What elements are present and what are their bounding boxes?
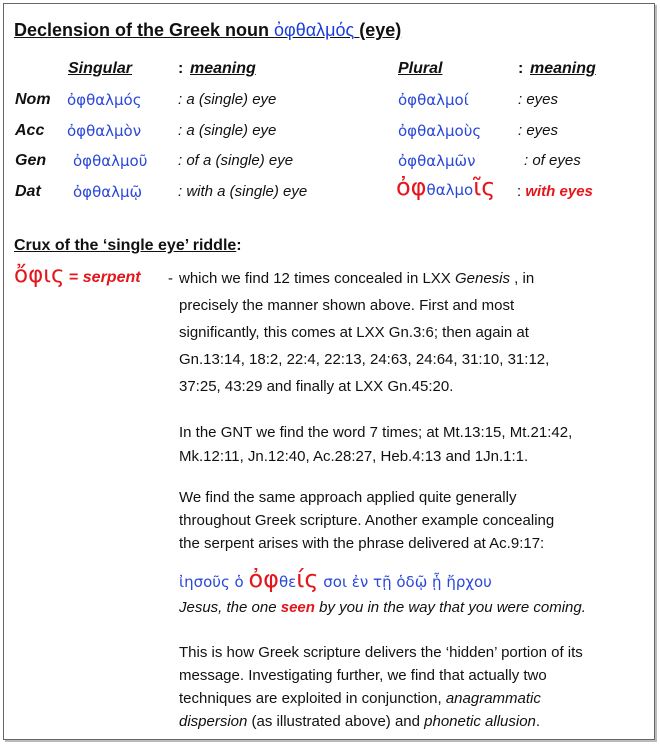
verse-highlight-1: ὀφ <box>248 565 279 593</box>
acc-plural: ὀφθαλμοὺς <box>398 122 482 140</box>
header-singular: Singular <box>68 60 133 77</box>
paragraph-3 <box>179 486 554 555</box>
verse-part-e: σοι ἐν τῇ ὁδῷ ᾗ ἤρχου <box>318 573 492 591</box>
paragraph-4 <box>179 641 583 733</box>
dat-plural-middle: θαλμο <box>426 181 474 199</box>
paragraph-1 <box>179 265 549 400</box>
acc-plural-meaning: : eyes <box>518 122 559 139</box>
title-greek-word: ὀφθαλμός <box>274 20 355 40</box>
p4-line-1: This is how Greek scripture delivers the ‘hidden’ portion of its <box>179 644 583 661</box>
ophis-meaning: serpent <box>82 269 141 286</box>
crux-heading <box>14 237 242 255</box>
p2-line-1: In the GNT we find the word 7 times; at Mt.13:15, Mt.21:42, <box>179 424 573 441</box>
crux-heading-text: Crux of the ‘single eye’ riddle <box>14 237 237 254</box>
case-dat: Dat <box>15 183 41 200</box>
p1-line-3: significantly, this comes at LXX Gn.3:6; then again at <box>179 324 529 341</box>
page-title <box>14 20 401 41</box>
verse-part-c: θε <box>278 573 297 591</box>
case-nom: Nom <box>15 91 51 108</box>
gen-plural: ὀφθαλμῶν <box>398 152 476 170</box>
p2-line-2: Mk.12:11, Jn.12:40, Ac.28:27, Heb.4:13 and 1Jn.1:1. <box>179 448 529 465</box>
verse-highlight-2: ίς <box>296 565 319 593</box>
gen-singular-meaning: : of a (single) eye <box>178 152 294 169</box>
dat-singular-meaning: : with a (single) eye <box>178 183 308 200</box>
p1-line-5: 37:25, 43:29 and finally at LXX Gn.45:20. <box>179 378 454 395</box>
p4-anagrammatic: anagrammatic <box>445 690 541 707</box>
gen-plural-meaning: : of eyes <box>524 152 581 169</box>
verse-greek <box>179 565 492 593</box>
title-prefix: Declension of the Greek noun <box>14 20 275 40</box>
dat-plural <box>396 173 495 201</box>
p1-line-1a: which we find 12 times concealed in LXX <box>179 270 455 287</box>
dat-plural-highlight-2: ῖς <box>473 173 496 201</box>
dat-plural-meaning <box>517 183 593 200</box>
verse-translation <box>179 599 586 616</box>
header-colon-2: : <box>518 60 524 77</box>
case-gen: Gen <box>15 152 47 169</box>
p4-line-2: message. Investigating further, we find that actually two <box>179 667 547 684</box>
ophis-equals: = <box>64 269 83 286</box>
p4-line-4 <box>179 710 583 733</box>
p1-genesis: Genesis <box>454 270 511 287</box>
ophis-definition <box>14 262 141 288</box>
dat-singular: ὀφθαλμῷ <box>73 183 143 201</box>
header-plural: Plural <box>398 60 443 77</box>
translation-part-c: by you in the way that you were coming. <box>314 599 586 616</box>
translation-part-a: Jesus, the one <box>179 599 281 616</box>
nom-plural: ὀφθαλμοί <box>398 91 469 109</box>
p4-period: . <box>535 713 541 730</box>
dat-plural-meaning-text: with eyes <box>525 183 593 200</box>
p1-line-1c: , in <box>510 270 535 287</box>
p4-line-3 <box>179 687 583 710</box>
nom-singular: ὀφθαλμός <box>67 91 142 109</box>
translation-seen: seen <box>280 599 315 616</box>
title-suffix: (eye) <box>354 20 402 40</box>
p4-phonetic-allusion: phonetic allusion <box>424 713 536 730</box>
dat-plural-highlight-1: ὀφ <box>396 173 427 201</box>
dat-plural-colon: : <box>517 183 522 200</box>
nom-plural-meaning: : eyes <box>518 91 559 108</box>
p1-line-4: Gn.13:14, 18:2, 22:4, 22:13, 24:63, 24:64, 31:10, 31:12, <box>179 351 550 368</box>
p4-line-4b: (as illustrated above) and <box>247 713 425 730</box>
p3-line-2: throughout Greek scripture. Another example concealing <box>179 512 555 529</box>
ophis-word: ὄφις <box>14 262 65 288</box>
case-acc: Acc <box>15 122 45 139</box>
p4-line-3a: techniques are exploited in conjunction, <box>179 690 446 707</box>
acc-singular-meaning: : a (single) eye <box>178 122 277 139</box>
nom-singular-meaning: : a (single) eye <box>178 91 277 108</box>
header-meaning-1: meaning <box>190 60 256 77</box>
ophis-dash: - <box>168 270 173 287</box>
verse-part-a: ἰησοῦς ὁ <box>179 573 249 591</box>
paragraph-2 <box>179 421 572 469</box>
header-meaning-2: meaning <box>530 60 596 77</box>
p1-line-1 <box>179 265 549 292</box>
p3-line-3: the serpent arises with the phrase delivered at Ac.9:17: <box>179 535 545 552</box>
gen-singular: ὀφθαλμοῦ <box>73 152 148 170</box>
p1-line-2: precisely the manner shown above. First and most <box>179 297 515 314</box>
acc-singular: ὀφθαλμὸν <box>67 122 142 140</box>
p4-dispersion: dispersion <box>179 713 248 730</box>
p3-line-1: We find the same approach applied quite generally <box>179 489 517 506</box>
crux-colon: : <box>236 237 242 254</box>
header-colon-1: : <box>178 60 184 77</box>
